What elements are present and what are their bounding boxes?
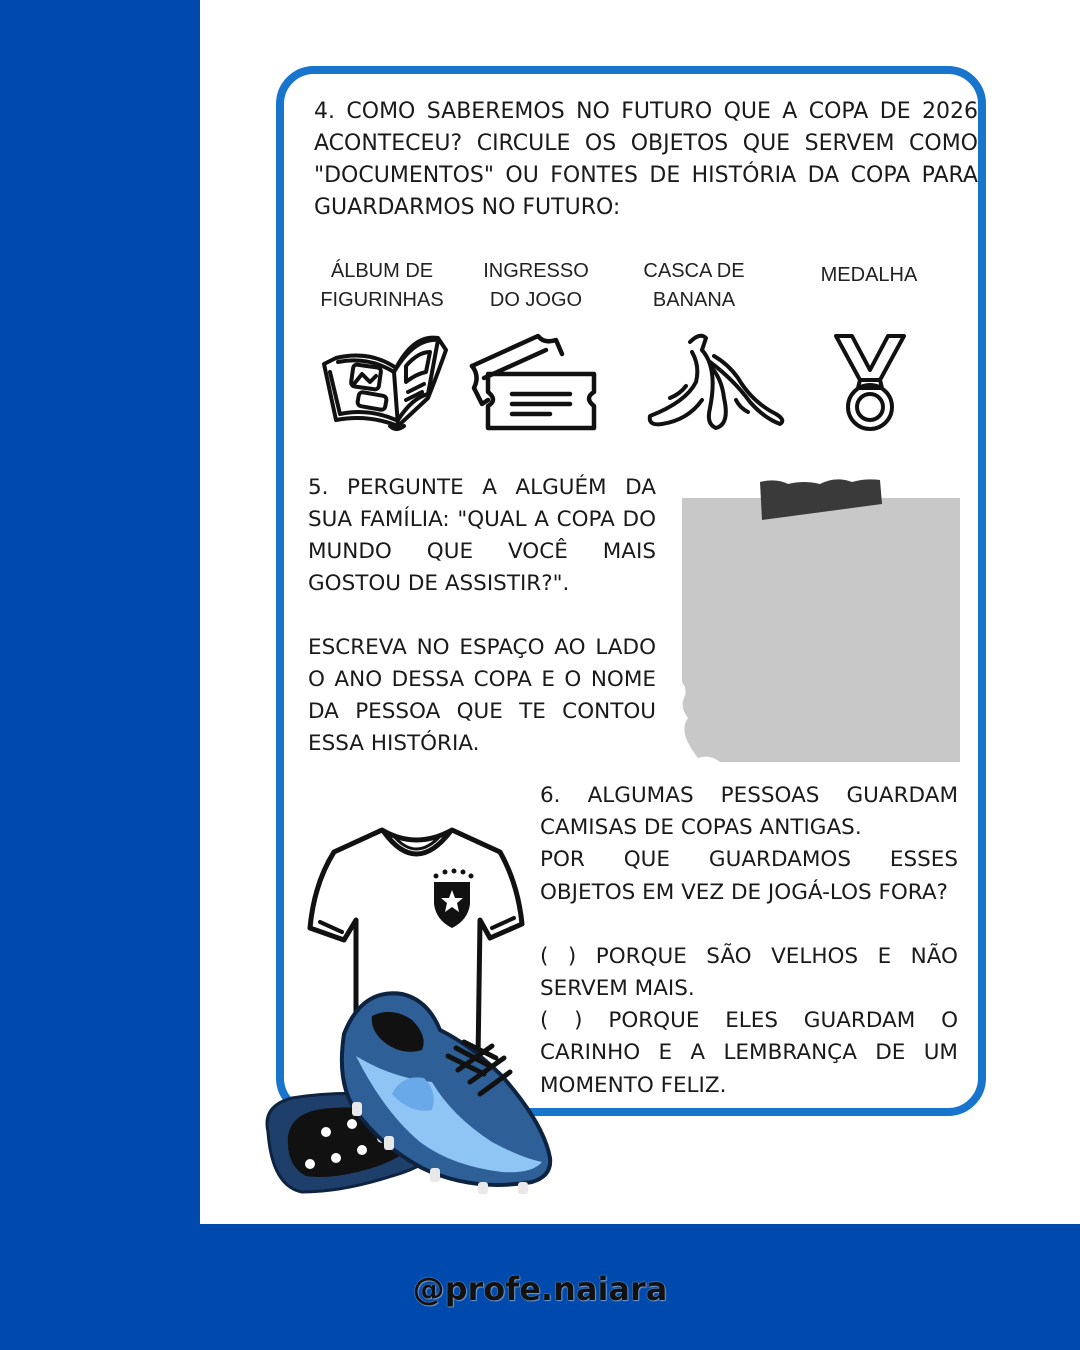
question-6-text: 6. ALGUMAS PESSOAS GUARDAM CAMISAS DE COPAS ANTIGAS. [540,783,958,841]
medal-icon[interactable] [830,330,910,434]
banana-peel-icon[interactable] [640,328,786,432]
football-cleats-illustration [252,986,556,1202]
question-5-block [308,472,656,760]
answer-option-1[interactable]: ( ) PORQUE SÃO VELHOS E NÃO SERVEM MAIS. [540,943,958,1002]
question-6-block [540,780,958,1102]
answer-option-2[interactable]: ( ) PORQUE ELES GUARDAM O CARINHO E A LEMBRANÇA DE UM MOMENTO FELIZ. [540,1008,958,1098]
item-label-ticket: INGRESSO DO JOGO [483,260,589,311]
author-handle: @profe.naiara [412,1270,668,1308]
item-label-medal: MEDALHA [820,264,918,286]
sticker-album-icon[interactable] [318,328,454,432]
item-label-album: ÁLBUM DE FIGURINHAS [320,260,444,311]
question-4-text: 4. COMO SABEREMOS NO FUTURO QUE A COPA DE 2026 ACONTECEU? CIRCULE OS OBJETOS QUE SERVEM COMO "DOCUMENTOS" OU FONTES DE HISTÓRIA DA COPA PARA GUARDARMOS NO FUTURO: [314,99,978,220]
question-6-text-2: POR QUE GUARDAMOS ESSES OBJETOS EM VEZ DE JOGÁ-LOS FORA? [540,847,958,905]
question-5-instruction: ESCREVA NO ESPAÇO AO LADO O ANO DESSA COPA E O NOME DA PESSOA QUE TE CONTOU ESSA HISTÓRIA. [308,635,656,756]
ticket-icon[interactable] [466,330,602,434]
question-5-text: 5. PERGUNTE A ALGUÉM DA SUA FAMÍLIA: "QUAL A COPA DO MUNDO QUE VOCÊ MAIS GOSTOU DE ASSISTIR?". [308,475,656,596]
answer-space-paper[interactable] [680,476,962,766]
item-label-banana: CASCA DE BANANA [643,260,745,311]
